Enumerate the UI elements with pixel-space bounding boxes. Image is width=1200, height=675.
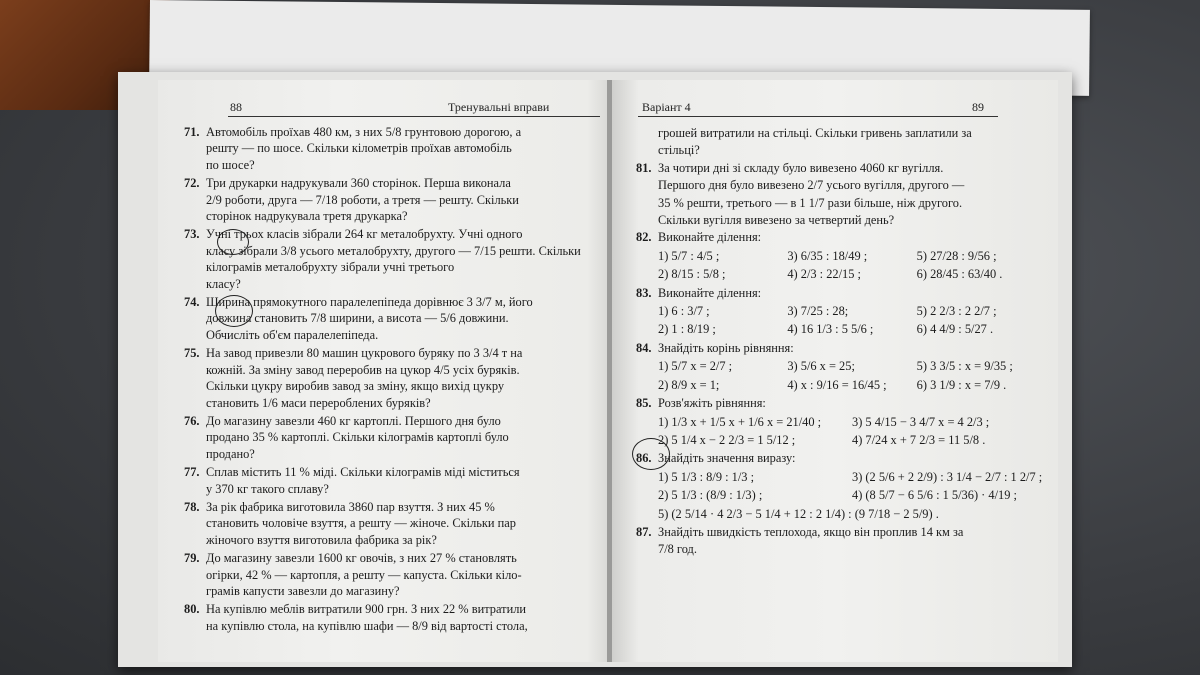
exercise-line <box>184 413 600 429</box>
task-item: 5) (2 5/14 · 4 2/3 − 5 1/4 + 12 : 2 1/4) : (9 7/18 − 2 5/9) . <box>658 506 939 521</box>
exercise-number: 79. <box>184 551 200 566</box>
exercise-line: класу зібрали 3/8 усього металобрухту, другого — 7/15 решти. Скільки кілограмів металобрухту зібрали учні третього <box>206 243 581 275</box>
exercise-number: 83. <box>636 285 652 300</box>
exercise-line <box>184 550 600 566</box>
exercise-line: сторінок надрукувала третя друкарка? <box>206 209 408 224</box>
exercise-77 <box>184 464 600 497</box>
exercise-line: по шосе? <box>206 157 255 172</box>
exercise-text: Автомобіль проїхав 480 км, з них 5/8 грунтовою дорогою, а <box>206 125 522 139</box>
exercise-text: До магазину завезли 460 кг картоплі. Першого дня було <box>206 413 501 428</box>
exercise-line: Скільки цукру виробив завод за зміну, якщо вихід цукру <box>206 379 505 394</box>
exercise-79 <box>184 550 600 599</box>
exercise-71 <box>184 124 600 173</box>
task-item: 1) 5 1/3 : 8/9 : 1/3 ; <box>658 469 755 484</box>
text-line <box>636 212 1046 228</box>
exercise-number: 86. <box>636 451 652 466</box>
task-item: 5) 2 2/3 : 2 2/7 ; <box>916 304 997 319</box>
exercise-line <box>184 345 600 361</box>
left-exercises <box>184 124 600 636</box>
right-page-number: 89 <box>972 100 984 114</box>
task-item: 6) 4 4/9 : 5/27 . <box>916 322 994 337</box>
exercise-number: 85. <box>636 396 652 411</box>
exercise-text: На купівлю меблів витратили 900 грн. З них 22 % витратили <box>206 602 527 617</box>
pen-circle-85 <box>632 438 670 470</box>
left-page-number: 88 <box>230 100 242 114</box>
task-item: 4) x : 9/16 = 16/45 ; <box>787 377 887 392</box>
exercise-text: Скільки вугілля вивезено за четвертий день? <box>658 213 895 228</box>
exercise-text: Ширина прямокутного паралелепіпеда дорівнює 3 3/7 м, його <box>206 295 533 310</box>
exercise-text: Учні трьох класів зібрали 264 кг металобрухту. Учні одного <box>206 227 523 242</box>
exercise-text: грошей витратили на стільці. Скільки гривень заплатили за <box>658 126 972 140</box>
left-page <box>158 80 610 662</box>
exercise-text: За рік фабрика виготовила 3860 пар взуття. З них 45 % <box>206 499 495 514</box>
exercise-number: 75. <box>184 346 200 361</box>
exercise-text: За чотири дні зі складу було вивезено 4060 кг вугілля. <box>658 160 944 175</box>
task-item: 4) 16 1/3 : 5 5/6 ; <box>787 322 874 337</box>
task-row <box>636 469 1046 485</box>
task-item: 3) 5 4/15 − 3 4/7 x = 4 2/3 ; <box>852 414 990 429</box>
exercise-text: Першого дня було вивезено 2/7 усього вугілля, другого — <box>658 178 965 193</box>
exercise-number: 78. <box>184 499 200 514</box>
task-item: 5) 3 3/5 : x = 9/35 ; <box>916 359 1013 374</box>
exercise-76 <box>184 413 600 462</box>
task-item: 2) 8/9 x = 1; <box>658 377 720 392</box>
text-line <box>636 177 1046 193</box>
task-row <box>636 487 1046 503</box>
exercise-line: продано 35 % картоплі. Скільки кілограмів картоплі було <box>206 430 509 445</box>
task-row <box>636 248 1046 264</box>
exercise-number: 81. <box>636 160 652 175</box>
exercise-line: жіночого взуття виготовила фабрика за рік? <box>206 532 437 547</box>
task-item: 1) 5/7 x = 2/7 ; <box>658 359 733 374</box>
pen-circle-74 <box>215 295 253 327</box>
task-item: 5) 27/28 : 9/56 ; <box>916 248 997 263</box>
exercise-number: 77. <box>184 465 200 480</box>
left-running-title: Тренувальні вправи <box>448 100 550 114</box>
exercise-text: 7/8 год. <box>658 542 697 557</box>
exercise-line: довжина становить 7/8 ширини, а висота — 5/6 довжини. <box>206 311 509 326</box>
exercise-line: продано? <box>206 446 255 461</box>
exercise-80 <box>184 601 600 634</box>
exercise-text: Виконайте ділення: <box>658 230 762 245</box>
task-item: 4) (8 5/7 − 6 5/6 : 1 5/36) · 4/19 ; <box>852 488 1017 503</box>
exercise-text: Знайдіть швидкість теплохода, якщо він проплив 14 км за <box>658 524 964 539</box>
exercise-text: Знайдіть корінь рівняння: <box>658 340 794 355</box>
task-item: 2) 1 : 8/19 ; <box>658 322 716 337</box>
exercise-number: 76. <box>184 413 200 428</box>
exercise-75 <box>184 345 600 411</box>
task-row <box>636 377 1046 393</box>
exercise-line: у 370 кг такого сплаву? <box>206 481 329 496</box>
task-item: 3) 6/35 : 18/49 ; <box>787 248 868 263</box>
right-exercises <box>636 124 1046 559</box>
exercise-line: грамів капусти завезли до магазину? <box>206 583 400 598</box>
exercise-line: на купівлю стола, на купівлю шафи — 8/9 від вартості стола, <box>206 618 528 633</box>
exercise-line <box>184 464 600 480</box>
task-item: 1) 6 : 3/7 ; <box>658 304 710 319</box>
exercise-text: Сплав містить 11 % міді. Скільки кілограмів міді міститься <box>206 465 520 480</box>
pen-circle-73 <box>217 229 249 255</box>
text-line <box>636 160 1046 176</box>
task-item: 2) 5 1/4 x − 2 2/3 = 1 5/12 ; <box>658 432 796 447</box>
exercise-line <box>184 175 600 191</box>
text-line <box>636 142 1046 158</box>
exercise-number: 84. <box>636 340 652 355</box>
task-row <box>636 432 1046 448</box>
exercise-text: Три друкарки надрукували 360 сторінок. Перша виконала <box>206 176 511 191</box>
exercise-number: 82. <box>636 230 652 245</box>
exercise-line <box>184 124 600 140</box>
task-item: 6) 3 1/9 : x = 7/9 . <box>916 377 1007 392</box>
exercise-line: Обчисліть об'єм паралелепіпеда. <box>206 327 379 342</box>
left-header-rule <box>228 116 600 117</box>
exercise-text: стільці? <box>658 143 700 158</box>
text-line <box>636 340 1046 356</box>
task-item: 3) 5/6 x = 25; <box>787 359 855 374</box>
task-row <box>636 321 1046 337</box>
right-running-title: Варіант 4 <box>642 100 691 114</box>
task-row <box>636 414 1046 430</box>
right-page <box>612 80 1058 662</box>
right-header-rule <box>638 116 998 117</box>
exercise-number: 73. <box>184 227 200 242</box>
exercise-78 <box>184 499 600 548</box>
exercise-text: Знайдіть значення виразу: <box>658 451 796 466</box>
exercise-line: огірки, 42 % — картопля, а решту — капуста. Скільки кіло- <box>206 567 522 582</box>
task-row <box>636 358 1046 374</box>
exercise-text: Розв'яжіть рівняння: <box>658 396 766 411</box>
task-item: 2) 8/15 : 5/8 ; <box>658 267 726 282</box>
exercise-line: класу? <box>206 276 241 291</box>
exercise-72 <box>184 175 600 224</box>
task-item: 2) 5 1/3 : (8/9 : 1/3) ; <box>658 488 763 503</box>
text-line <box>636 541 1046 557</box>
task-row <box>636 506 1046 522</box>
task-row <box>636 266 1046 282</box>
exercise-line: становить чоловіче взуття, а решту — жіноче. Скільки пар <box>206 516 516 531</box>
exercise-line <box>184 499 600 515</box>
text-line <box>636 395 1046 411</box>
exercise-line: кожній. За зміну завод переробив на цукор 4/5 усіх буряків. <box>206 362 520 377</box>
text-line <box>636 524 1046 540</box>
task-row <box>636 303 1046 319</box>
text-line <box>636 450 1046 466</box>
exercise-text: Виконайте ділення: <box>658 285 762 300</box>
exercise-number: 74. <box>184 295 200 310</box>
exercise-line: 2/9 роботи, друга — 7/18 роботи, а третя — решту. Скільки <box>206 192 519 207</box>
text-line <box>636 285 1046 301</box>
exercise-number: 72. <box>184 176 200 191</box>
text-line <box>636 195 1046 211</box>
exercise-line: становить 1/6 маси перероблених буряків? <box>206 395 431 410</box>
exercise-number: 87. <box>636 524 652 539</box>
text-line <box>636 125 1046 141</box>
exercise-line: решту — по шосе. Скільки кілометрів проїхав автомобіль <box>206 141 512 156</box>
task-item: 6) 28/45 : 63/40 . <box>916 267 1003 282</box>
task-item: 3) 7/25 : 28; <box>787 304 849 319</box>
exercise-line <box>184 601 600 617</box>
exercise-text: 35 % решти, третього — в 1 1/7 рази більше, ніж другого. <box>658 195 963 210</box>
task-item: 4) 2/3 : 22/15 ; <box>787 267 861 282</box>
task-item: 1) 5/7 : 4/5 ; <box>658 248 720 263</box>
text-line <box>636 229 1046 245</box>
task-item: 3) (2 5/6 + 2 2/9) : 3 1/4 − 2/7 : 1 2/7 ; <box>852 469 1043 484</box>
task-item: 1) 1/3 x + 1/5 x + 1/6 x = 21/40 ; <box>658 414 822 429</box>
exercise-text: До магазину завезли 1600 кг овочів, з них 27 % становлять <box>206 551 517 566</box>
exercise-number: 80. <box>184 602 200 617</box>
task-item: 4) 7/24 x + 7 2/3 = 11 5/8 . <box>852 432 986 447</box>
exercise-number: 71. <box>184 125 200 139</box>
exercise-text: На завод привезли 80 машин цукрового буряку по 3 3/4 т на <box>206 346 523 361</box>
